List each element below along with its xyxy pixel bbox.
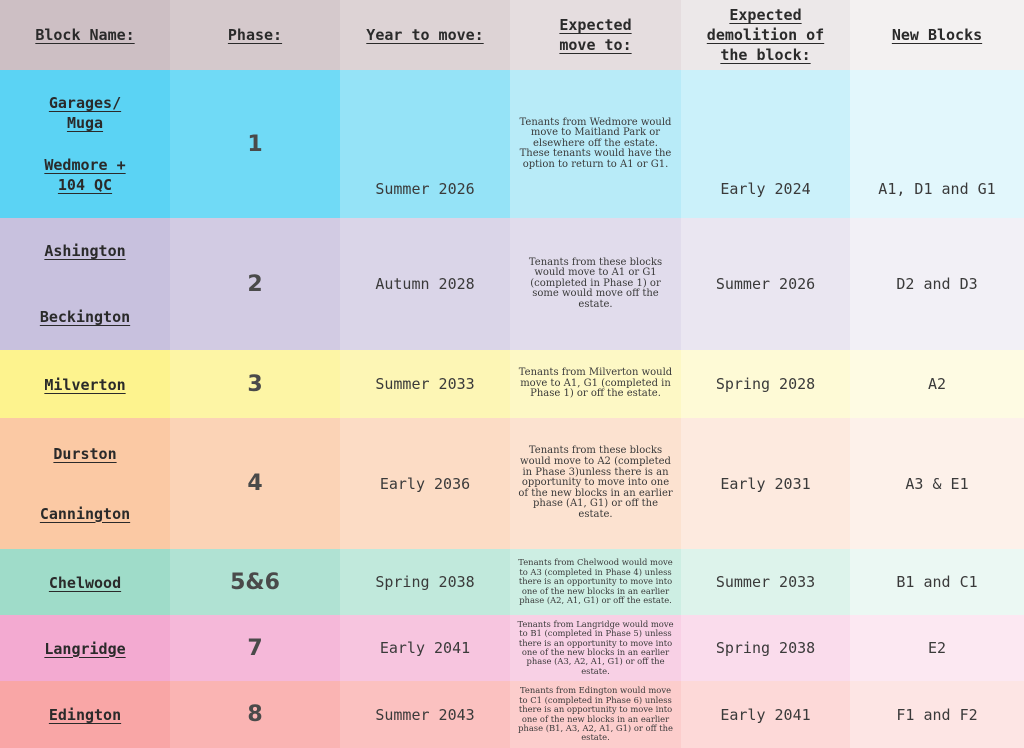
demolition-cell: Summer 2033 <box>681 549 850 615</box>
year-cell: Early 2041 <box>340 615 510 681</box>
table-row <box>0 418 1024 549</box>
year-cell: Summer 2043 <box>340 681 510 748</box>
header-block-name: Block Name: <box>0 0 170 70</box>
year-cell: Spring 2038 <box>340 549 510 615</box>
phase-cell: 2 <box>170 218 340 350</box>
demolition-cell: Spring 2038 <box>681 615 850 681</box>
new-blocks-cell: A3 & E1 <box>850 418 1024 549</box>
block-name-cell: Langridge <box>0 615 170 681</box>
header-row <box>0 0 1024 70</box>
move-to-cell: Tenants from these blocks would move to A1 or G1 (completed in Phase 1) or some would move off the estate. <box>510 218 681 350</box>
demolition-cell: Spring 2028 <box>681 350 850 418</box>
block-name-cell: Durston Cannington <box>0 418 170 549</box>
new-blocks-cell: F1 and F2 <box>850 681 1024 748</box>
year-cell: Autumn 2028 <box>340 218 510 350</box>
table-row <box>0 549 1024 615</box>
table-row <box>0 681 1024 748</box>
move-to-cell: Tenants from Chelwood would move to A3 (completed in Phase 4) unless there is an opportunity to move into one of the new blocks in an earlier phase (A2, A1, G1) or off the estate. <box>510 549 681 615</box>
new-blocks-cell: A1, D1 and G1 <box>850 70 1024 218</box>
year-cell: Summer 2026 <box>340 70 510 218</box>
table-row <box>0 218 1024 350</box>
new-blocks-cell: E2 <box>850 615 1024 681</box>
phase-cell: 3 <box>170 350 340 418</box>
new-blocks-cell: B1 and C1 <box>850 549 1024 615</box>
year-cell: Summer 2033 <box>340 350 510 418</box>
block-name-cell: Edington <box>0 681 170 748</box>
header-expected-move-to: Expected move to: <box>510 0 681 70</box>
table-row <box>0 70 1024 218</box>
new-blocks-cell: D2 and D3 <box>850 218 1024 350</box>
move-to-cell: Tenants from Edington would move to C1 (completed in Phase 6) unless there is an opportunity to move into one of the new blocks in an earlier phase (B1, A3, A2, A1, G1) or off the estate. <box>510 681 681 748</box>
block-name-cell: Ashington Beckington <box>0 218 170 350</box>
block-name-cell: Chelwood <box>0 549 170 615</box>
move-to-cell: Tenants from Wedmore would move to Maitland Park or elsewhere off the estate. These tenants would have the option to return to A1 or G1. <box>510 70 681 218</box>
demolition-cell: Early 2024 <box>681 70 850 218</box>
header-expected-demolition: Expected demolition of the block: <box>681 0 850 70</box>
move-to-cell: Tenants from Langridge would move to B1 (completed in Phase 5) unless there is an opportunity to move into one of the new blocks in an earlier phase (A3, A2, A1, G1) or off the estate. <box>510 615 681 681</box>
header-new-blocks: New Blocks <box>850 0 1024 70</box>
demolition-cell: Summer 2026 <box>681 218 850 350</box>
table-row <box>0 350 1024 418</box>
move-to-cell: Tenants from Milverton would move to A1, G1 (completed in Phase 1) or off the estate. <box>510 350 681 418</box>
phase-cell: 4 <box>170 418 340 549</box>
move-to-cell: Tenants from these blocks would move to A2 (completed in Phase 3)unless there is an opportunity to move into one of the new blocks in an earlier phase (A1, G1) or off the estate. <box>510 418 681 549</box>
block-name-cell: Milverton <box>0 350 170 418</box>
phase-cell: 1 <box>170 70 340 218</box>
table-row <box>0 615 1024 681</box>
header-year-to-move: Year to move: <box>340 0 510 70</box>
phase-cell: 8 <box>170 681 340 748</box>
year-cell: Early 2036 <box>340 418 510 549</box>
phase-cell: 5&6 <box>170 549 340 615</box>
phase-cell: 7 <box>170 615 340 681</box>
block-name-cell: Garages/ Muga Wedmore + 104 QC <box>0 70 170 218</box>
new-blocks-cell: A2 <box>850 350 1024 418</box>
header-phase: Phase: <box>170 0 340 70</box>
demolition-cell: Early 2041 <box>681 681 850 748</box>
demolition-cell: Early 2031 <box>681 418 850 549</box>
